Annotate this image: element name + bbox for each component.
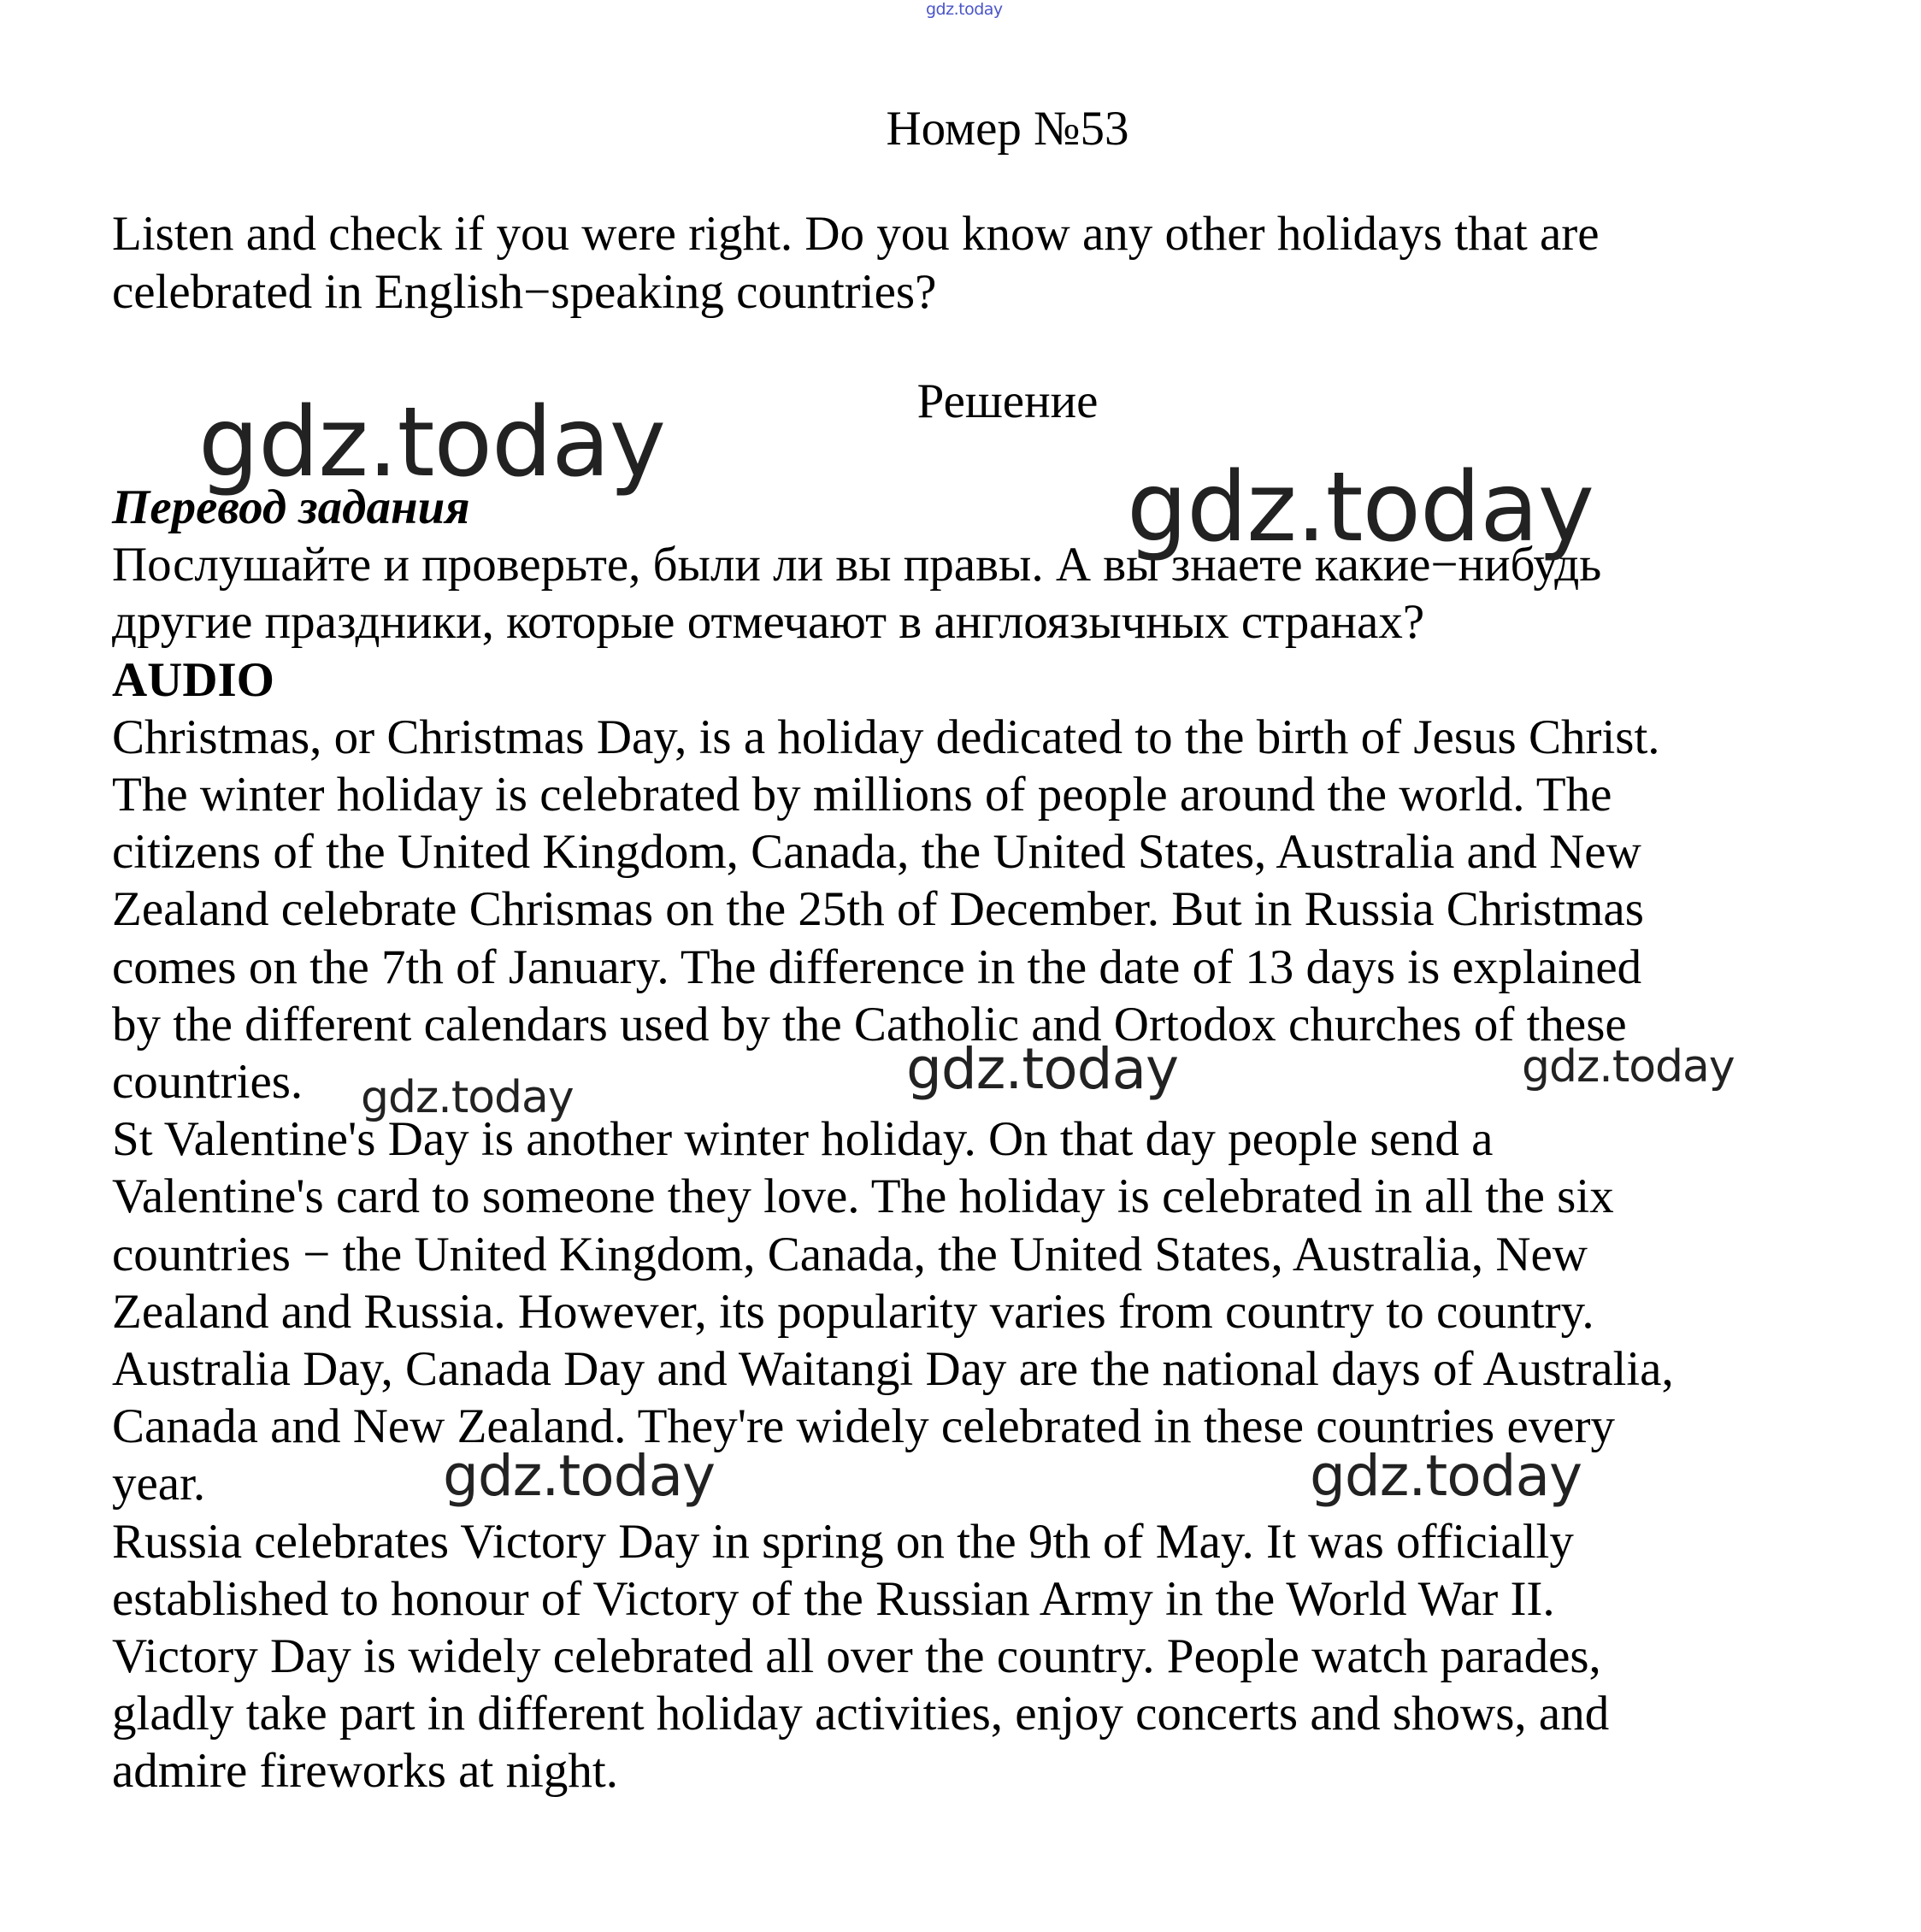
audio-line: Australia Day, Canada Day and Waitangi Day are the national days of Australia,: [112, 1342, 1674, 1397]
audio-line: countries − the United Kingdom, Canada, the United States, Australia, New: [112, 1227, 1588, 1281]
audio-line: established to honour of Victory of the Russian Army in the World War II.: [112, 1571, 1555, 1626]
audio-line: Victory Day is widely celebrated all over the country. People watch parades,: [112, 1629, 1601, 1684]
audio-line: Valentine's card to someone they love. The holiday is celebrated in all the six: [112, 1169, 1614, 1224]
audio-line: Zealand celebrate Chrismas on the 25th of December. But in Russia Christmas: [112, 882, 1644, 937]
audio-line: year.: [112, 1457, 206, 1511]
watermark: gdz.today: [1127, 452, 1594, 563]
audio-line: The winter holiday is celebrated by millions of people around the world. The: [112, 768, 1612, 822]
watermark: gdz.today: [1310, 1443, 1582, 1509]
audio-line: countries.: [112, 1055, 303, 1110]
audio-line: gladly take part in different holiday activities, enjoy concerts and shows, and: [112, 1687, 1610, 1741]
audio-line: citizens of the United Kingdom, Canada, the United States, Australia and New: [112, 825, 1641, 880]
task-text: [112, 205, 1822, 321]
task-line: Listen and check if you were right. Do you know any other holidays that are: [112, 207, 1600, 261]
watermark: gdz.today: [1522, 1041, 1735, 1093]
audio-line: admire fireworks at night.: [112, 1744, 618, 1799]
audio-line: Zealand and Russia. However, its popularity varies from country to country.: [112, 1284, 1594, 1339]
watermark: gdz.today: [198, 387, 666, 498]
task-line: celebrated in English−speaking countries?: [112, 265, 937, 319]
watermark: gdz.today: [906, 1036, 1179, 1102]
audio-line: St Valentine's Day is another winter holiday. On that day people send a: [112, 1112, 1494, 1167]
translation-line: другие праздники, которые отмечают в англоязычных странах?: [112, 595, 1425, 650]
header-watermark: gdz.today: [926, 0, 1003, 19]
audio-line: comes on the 7th of January. The difference in the date of 13 days is explained: [112, 939, 1642, 994]
solution-heading: Решение: [916, 374, 1099, 428]
translation-label: Перевод задания: [112, 480, 470, 534]
watermark: gdz.today: [443, 1443, 716, 1509]
audio-line: Russia celebrates Victory Day in spring on the 9th of May. It was officially: [112, 1514, 1574, 1569]
audio-label: AUDIO: [112, 652, 275, 707]
translation-line: Послушайте и проверьте, были ли вы правы. А вы знаете какие−нибудь: [112, 538, 1602, 592]
audio-line: Christmas, or Christmas Day, is a holiday dedicated to the birth of Jesus Christ.: [112, 710, 1660, 764]
solution-body: [112, 479, 1865, 1800]
audio-line: Canada and New Zealand. They're widely celebrated in these countries every: [112, 1399, 1616, 1454]
audio-line: by the different calendars used by the Catholic and Ortodox churches of these: [112, 997, 1627, 1051]
page-title: Номер №53: [886, 102, 1129, 156]
watermark: gdz.today: [361, 1072, 574, 1123]
